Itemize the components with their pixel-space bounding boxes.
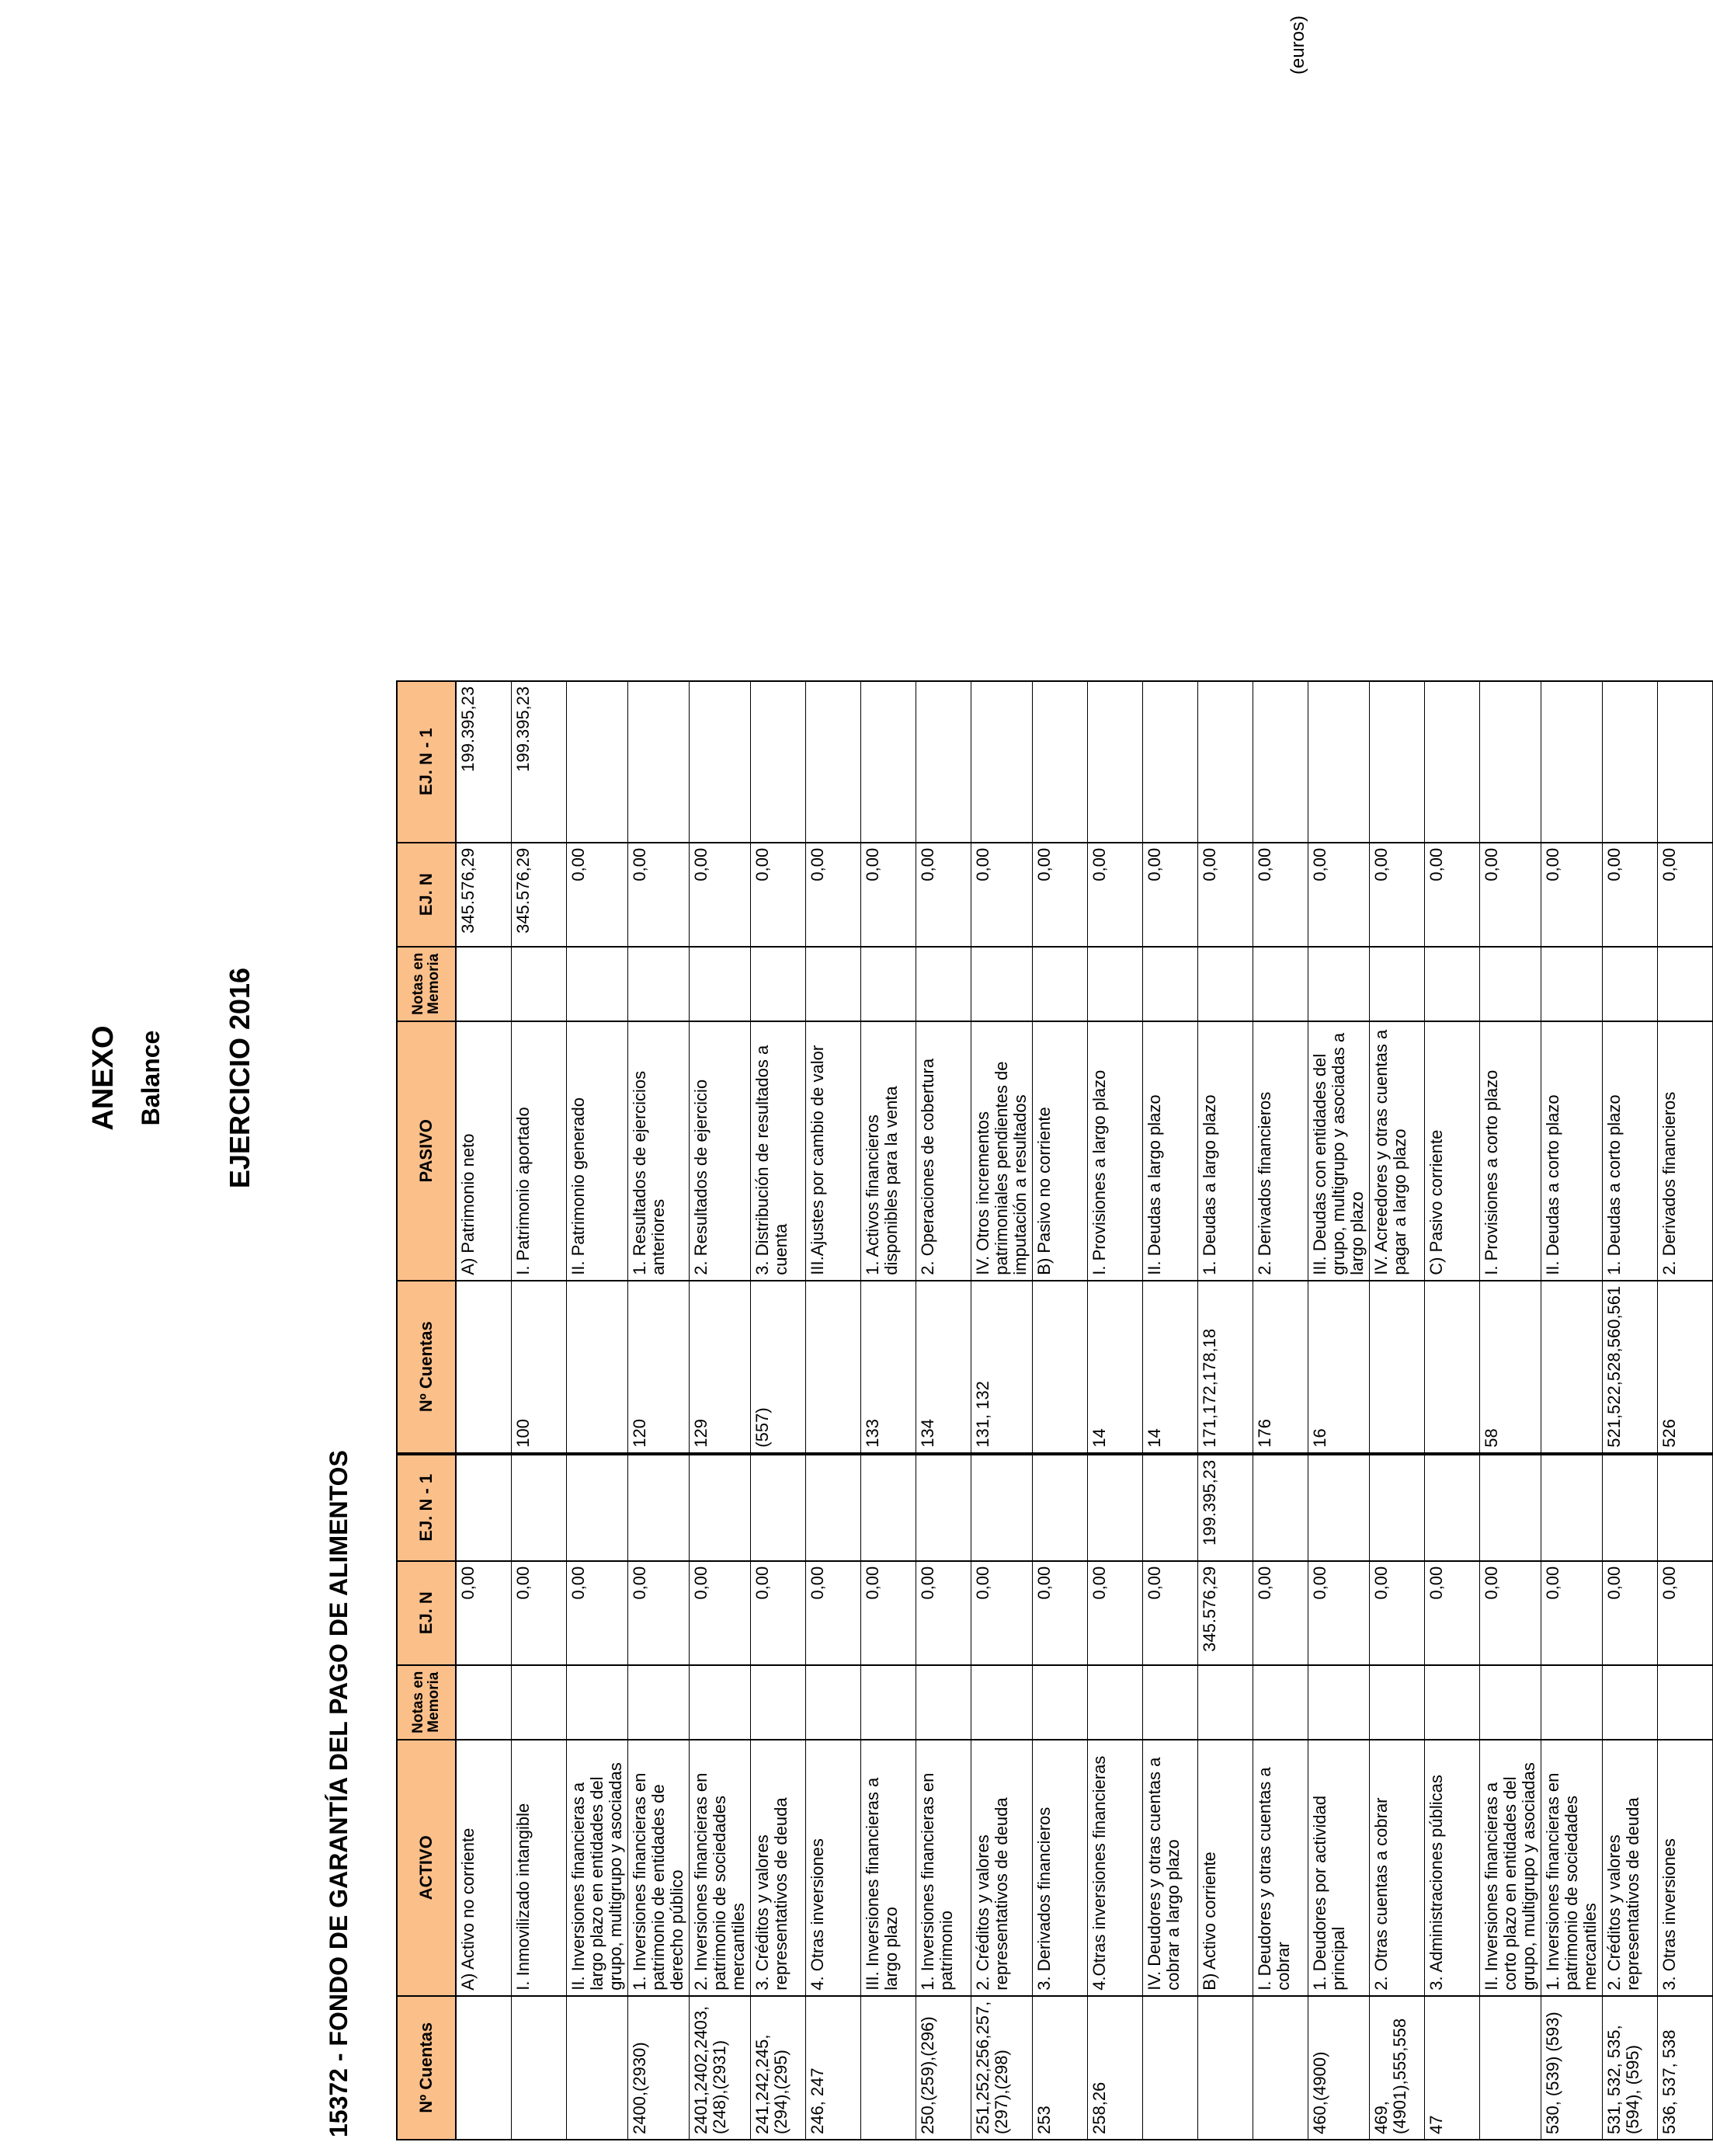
pasivo-ej-n-cell: 0,00 xyxy=(1370,843,1425,947)
pasivo-label-cell: II. Deudas a largo plazo xyxy=(1143,1021,1198,1281)
pasivo-ej-n1-cell: 199.395,23 xyxy=(456,681,512,843)
pasivo-notas-cell xyxy=(1198,947,1253,1021)
table-row xyxy=(512,681,567,2140)
pasivo-label-cell: 1. Deudas a corto plazo xyxy=(1603,1021,1658,1281)
table-row xyxy=(456,681,512,2140)
table-row xyxy=(1603,681,1658,2140)
pasivo-ej-n1-cell xyxy=(1425,681,1480,843)
table-row xyxy=(1425,681,1480,2140)
activo-ej-n1-cell xyxy=(512,1454,567,1561)
pasivo-ej-n1-cell xyxy=(861,681,916,843)
pasivo-ej-n1-cell xyxy=(971,681,1033,843)
activo-cuentas-cell: 2401,2402,2403,(248),(2931) xyxy=(690,1996,751,2140)
activo-ej-n1-cell xyxy=(1603,1454,1658,1561)
header-pasivo: PASIVO xyxy=(397,1021,456,1281)
pasivo-ej-n1-cell xyxy=(1253,681,1308,843)
activo-ej-n-cell: 0,00 xyxy=(1033,1561,1088,1665)
activo-notas-cell xyxy=(1198,1665,1253,1740)
pasivo-cuentas-cell: (557) xyxy=(751,1281,806,1454)
activo-cuentas-cell: 250,(259),(296) xyxy=(916,1996,971,2140)
pasivo-label-cell: 1. Resultados de ejercicios anteriores xyxy=(628,1021,690,1281)
activo-notas-cell xyxy=(1480,1665,1541,1740)
activo-label-cell: I. Deudores y otras cuentas a cobrar xyxy=(1253,1740,1308,1996)
pasivo-ej-n-cell: 0,00 xyxy=(751,843,806,947)
pasivo-label-cell: I. Patrimonio aportado xyxy=(512,1021,567,1281)
pasivo-ej-n1-cell xyxy=(1308,681,1370,843)
activo-ej-n1-cell xyxy=(690,1454,751,1561)
activo-cuentas-cell: 531, 532, 535, (594), (595) xyxy=(1603,1996,1658,2140)
pasivo-notas-cell xyxy=(1603,947,1658,1021)
activo-notas-cell xyxy=(1658,1665,1713,1740)
activo-label-cell: 3. Derivados financieros xyxy=(1033,1740,1088,1996)
pasivo-cuentas-cell: 134 xyxy=(916,1281,971,1454)
pasivo-ej-n-cell: 0,00 xyxy=(628,843,690,947)
pasivo-ej-n-cell: 0,00 xyxy=(1480,843,1541,947)
pasivo-label-cell: 1. Activos financieros disponibles para la venta xyxy=(861,1021,916,1281)
pasivo-label-cell: 2. Resultados de ejercicio xyxy=(690,1021,751,1281)
activo-notas-cell xyxy=(456,1665,512,1740)
activo-notas-cell xyxy=(971,1665,1033,1740)
pasivo-cuentas-cell: 133 xyxy=(861,1281,916,1454)
pasivo-ej-n1-cell xyxy=(916,681,971,843)
pasivo-label-cell: II. Deudas a corto plazo xyxy=(1541,1021,1603,1281)
pasivo-cuentas-cell xyxy=(567,1281,628,1454)
pasivo-ej-n1-cell xyxy=(1088,681,1143,843)
activo-cuentas-cell: 241,242,245,(294),(295) xyxy=(751,1996,806,2140)
activo-ej-n1-cell xyxy=(1253,1454,1308,1561)
activo-ej-n-cell: 0,00 xyxy=(751,1561,806,1665)
pasivo-notas-cell xyxy=(456,947,512,1021)
activo-ej-n1-cell xyxy=(861,1454,916,1561)
pasivo-notas-cell xyxy=(690,947,751,1021)
activo-ej-n1-cell xyxy=(1143,1454,1198,1561)
activo-ej-n-cell: 0,00 xyxy=(512,1561,567,1665)
pasivo-ej-n-cell: 0,00 xyxy=(1308,843,1370,947)
activo-ej-n1-cell xyxy=(806,1454,861,1561)
table-row xyxy=(567,681,628,2140)
header-activo: ACTIVO xyxy=(397,1740,456,1996)
pasivo-notas-cell xyxy=(971,947,1033,1021)
header-pasivo-notas: Notas en Memoria xyxy=(397,947,456,1021)
pasivo-cuentas-cell xyxy=(1370,1281,1425,1454)
pasivo-ej-n1-cell xyxy=(628,681,690,843)
activo-ej-n-cell: 0,00 xyxy=(1088,1561,1143,1665)
table-row xyxy=(806,681,861,2140)
pasivo-ej-n1-cell xyxy=(690,681,751,843)
activo-label-cell: 1. Inversiones financieras en patrimonio de entidades de derecho público xyxy=(628,1740,690,1996)
activo-label-cell: III. Inversiones financieras a largo plazo xyxy=(861,1740,916,1996)
activo-label-cell: I. Inmovilizado intangible xyxy=(512,1740,567,1996)
pasivo-ej-n1-cell xyxy=(1658,681,1713,843)
activo-ej-n1-cell xyxy=(1370,1454,1425,1561)
pasivo-ej-n1-cell xyxy=(1603,681,1658,843)
pasivo-ej-n-cell: 0,00 xyxy=(567,843,628,947)
pasivo-label-cell: IV. Acreedores y otras cuentas a pagar a largo plazo xyxy=(1370,1021,1425,1281)
pasivo-notas-cell xyxy=(1658,947,1713,1021)
activo-label-cell: 2. Otras cuentas a cobrar xyxy=(1370,1740,1425,1996)
pasivo-notas-cell xyxy=(916,947,971,1021)
activo-ej-n-cell: 0,00 xyxy=(861,1561,916,1665)
pasivo-ej-n-cell: 0,00 xyxy=(1198,843,1253,947)
pasivo-ej-n1-cell xyxy=(567,681,628,843)
header-activo-notas: Notas en Memoria xyxy=(397,1665,456,1740)
activo-cuentas-cell xyxy=(1480,1996,1541,2140)
header-pasivo-cuentas: Nº Cuentas xyxy=(397,1281,456,1454)
pasivo-cuentas-cell xyxy=(1033,1281,1088,1454)
table-row xyxy=(1370,681,1425,2140)
header-activo-ej-n: EJ. N xyxy=(397,1561,456,1665)
pasivo-notas-cell xyxy=(1541,947,1603,1021)
pasivo-cuentas-cell: 131, 132 xyxy=(971,1281,1033,1454)
pasivo-ej-n-cell: 0,00 xyxy=(690,843,751,947)
activo-label-cell: 4.Otras inversiones financieras xyxy=(1088,1740,1143,1996)
pasivo-label-cell: I. Provisiones a corto plazo xyxy=(1480,1021,1541,1281)
pasivo-label-cell: 3. Distribución de resultados a cuenta xyxy=(751,1021,806,1281)
pasivo-ej-n-cell: 0,00 xyxy=(806,843,861,947)
entity-name: 15372 - FONDO DE GARANTÍA DEL PAGO DE ALIMENTOS xyxy=(325,1450,353,2137)
activo-notas-cell xyxy=(690,1665,751,1740)
activo-ej-n-cell: 0,00 xyxy=(1370,1561,1425,1665)
table-row xyxy=(628,681,690,2140)
activo-label-cell: IV. Deudores y otras cuentas a cobrar a largo plazo xyxy=(1143,1740,1198,1996)
activo-ej-n1-cell xyxy=(1425,1454,1480,1561)
activo-ej-n1-cell xyxy=(916,1454,971,1561)
activo-notas-cell xyxy=(512,1665,567,1740)
activo-cuentas-cell xyxy=(1198,1996,1253,2140)
pasivo-notas-cell xyxy=(806,947,861,1021)
pasivo-cuentas-cell: 521,522,528,560,561 xyxy=(1603,1281,1658,1454)
pasivo-label-cell: A) Patrimonio neto xyxy=(456,1021,512,1281)
activo-ej-n-cell: 0,00 xyxy=(971,1561,1033,1665)
pasivo-ej-n1-cell xyxy=(1370,681,1425,843)
activo-notas-cell xyxy=(1253,1665,1308,1740)
pasivo-ej-n-cell: 0,00 xyxy=(1603,843,1658,947)
activo-notas-cell xyxy=(1308,1665,1370,1740)
activo-notas-cell xyxy=(861,1665,916,1740)
pasivo-ej-n1-cell xyxy=(751,681,806,843)
table-row xyxy=(1658,681,1713,2140)
activo-cuentas-cell: 258,26 xyxy=(1088,1996,1143,2140)
pasivo-cuentas-cell xyxy=(1425,1281,1480,1454)
pasivo-label-cell: III. Deudas con entidades del grupo, multigrupo y asociadas a largo plazo xyxy=(1308,1021,1370,1281)
activo-ej-n-cell: 0,00 xyxy=(690,1561,751,1665)
activo-notas-cell xyxy=(1425,1665,1480,1740)
pasivo-ej-n-cell: 0,00 xyxy=(1425,843,1480,947)
activo-ej-n1-cell xyxy=(1308,1454,1370,1561)
activo-cuentas-cell xyxy=(1253,1996,1308,2140)
activo-ej-n1-cell xyxy=(1658,1454,1713,1561)
pasivo-notas-cell xyxy=(1370,947,1425,1021)
table-row xyxy=(1541,681,1603,2140)
activo-cuentas-cell: 469,(4901),555,558 xyxy=(1370,1996,1425,2140)
pasivo-cuentas-cell: 129 xyxy=(690,1281,751,1454)
activo-ej-n-cell: 0,00 xyxy=(1541,1561,1603,1665)
header-activo-ej-n1: EJ. N - 1 xyxy=(397,1454,456,1561)
activo-cuentas-cell: 536, 537, 538 xyxy=(1658,1996,1713,2140)
pasivo-label-cell: 2. Derivados financieros xyxy=(1658,1021,1713,1281)
pasivo-notas-cell xyxy=(1308,947,1370,1021)
activo-ej-n1-cell xyxy=(751,1454,806,1561)
activo-notas-cell xyxy=(1088,1665,1143,1740)
table-row xyxy=(1033,681,1088,2140)
activo-cuentas-cell: 246, 247 xyxy=(806,1996,861,2140)
activo-cuentas-cell xyxy=(1143,1996,1198,2140)
activo-notas-cell xyxy=(1603,1665,1658,1740)
pasivo-ej-n1-cell xyxy=(1143,681,1198,843)
pasivo-ej-n-cell: 345.576,29 xyxy=(512,843,567,947)
activo-ej-n-cell: 0,00 xyxy=(456,1561,512,1665)
pasivo-ej-n-cell: 0,00 xyxy=(1658,843,1713,947)
activo-label-cell: II. Inversiones financieras a corto plazo en entidades del grupo, multigrupo y asociadas xyxy=(1480,1740,1541,1996)
pasivo-label-cell: II. Patrimonio generado xyxy=(567,1021,628,1281)
activo-cuentas-cell: 253 xyxy=(1033,1996,1088,2140)
activo-ej-n-cell: 345.576,29 xyxy=(1198,1561,1253,1665)
table-row xyxy=(971,681,1033,2140)
activo-ej-n-cell: 0,00 xyxy=(1143,1561,1198,1665)
activo-label-cell: 1. Deudores por actividad principal xyxy=(1308,1740,1370,1996)
activo-cuentas-cell xyxy=(567,1996,628,2140)
header-activo-cuentas: Nº Cuentas xyxy=(397,1996,456,2140)
header-pasivo-ej-n1: EJ. N - 1 xyxy=(397,681,456,843)
activo-label-cell: 3. Créditos y valores representativos de deuda xyxy=(751,1740,806,1996)
activo-ej-n-cell: 0,00 xyxy=(1658,1561,1713,1665)
pasivo-notas-cell xyxy=(1088,947,1143,1021)
pasivo-notas-cell xyxy=(567,947,628,1021)
pasivo-label-cell: I. Provisiones a largo plazo xyxy=(1088,1021,1143,1281)
pasivo-label-cell: B) Pasivo no corriente xyxy=(1033,1021,1088,1281)
activo-ej-n1-cell xyxy=(567,1454,628,1561)
activo-cuentas-cell: 460,(4900) xyxy=(1308,1996,1370,2140)
activo-cuentas-cell: 251,252,256,257,(297),(298) xyxy=(971,1996,1033,2140)
pasivo-notas-cell xyxy=(1425,947,1480,1021)
activo-label-cell: 1. Inversiones financieras en patrimonio de sociedades mercantiles xyxy=(1541,1740,1603,1996)
activo-cuentas-cell: 2400,(2930) xyxy=(628,1996,690,2140)
activo-cuentas-cell: 47 xyxy=(1425,1996,1480,2140)
pasivo-ej-n1-cell xyxy=(806,681,861,843)
activo-label-cell: A) Activo no corriente xyxy=(456,1740,512,1996)
table-row xyxy=(751,681,806,2140)
activo-notas-cell xyxy=(1370,1665,1425,1740)
pasivo-ej-n-cell: 0,00 xyxy=(1253,843,1308,947)
pasivo-ej-n-cell: 0,00 xyxy=(1143,843,1198,947)
activo-ej-n1-cell xyxy=(1480,1454,1541,1561)
activo-cuentas-cell xyxy=(512,1996,567,2140)
activo-ej-n-cell: 0,00 xyxy=(806,1561,861,1665)
table-row xyxy=(1143,681,1198,2140)
pasivo-cuentas-cell: 526 xyxy=(1658,1281,1713,1454)
header-pasivo-ej-n: EJ. N xyxy=(397,843,456,947)
pasivo-cuentas-cell: 100 xyxy=(512,1281,567,1454)
activo-ej-n1-cell xyxy=(456,1454,512,1561)
table-row xyxy=(690,681,751,2140)
units-label: (euros) xyxy=(1287,15,1308,75)
activo-label-cell: II. Inversiones financieras a largo plazo en entidades del grupo, multigrupo y asociadas xyxy=(567,1740,628,1996)
table-row xyxy=(1198,681,1253,2140)
document-subtitle: Balance xyxy=(137,1030,165,1126)
exercise-year: EJERCICIO 2016 xyxy=(224,967,255,1189)
activo-ej-n1-cell xyxy=(971,1454,1033,1561)
pasivo-ej-n-cell: 0,00 xyxy=(1088,843,1143,947)
pasivo-notas-cell xyxy=(1143,947,1198,1021)
pasivo-notas-cell xyxy=(751,947,806,1021)
table-row xyxy=(1253,681,1308,2140)
activo-notas-cell xyxy=(806,1665,861,1740)
table-row xyxy=(861,681,916,2140)
pasivo-label-cell: IV. Otros incrementos patrimoniales pendientes de imputación a resultados xyxy=(971,1021,1033,1281)
pasivo-cuentas-cell xyxy=(1541,1281,1603,1454)
pasivo-cuentas-cell: 120 xyxy=(628,1281,690,1454)
pasivo-label-cell: C) Pasivo corriente xyxy=(1425,1021,1480,1281)
activo-cuentas-cell xyxy=(456,1996,512,2140)
activo-notas-cell xyxy=(1143,1665,1198,1740)
activo-cuentas-cell xyxy=(861,1996,916,2140)
pasivo-notas-cell xyxy=(512,947,567,1021)
activo-label-cell: 3. Otras inversiones xyxy=(1658,1740,1713,1996)
pasivo-label-cell: 2. Operaciones de cobertura xyxy=(916,1021,971,1281)
activo-ej-n1-cell xyxy=(1033,1454,1088,1561)
activo-ej-n-cell: 0,00 xyxy=(628,1561,690,1665)
pasivo-ej-n-cell: 0,00 xyxy=(1541,843,1603,947)
activo-ej-n1-cell xyxy=(1088,1454,1143,1561)
activo-label-cell: 4. Otras inversiones xyxy=(806,1740,861,1996)
table-row xyxy=(1308,681,1370,2140)
pasivo-cuentas-cell: 176 xyxy=(1253,1281,1308,1454)
activo-ej-n-cell: 0,00 xyxy=(916,1561,971,1665)
pasivo-notas-cell xyxy=(1480,947,1541,1021)
activo-label-cell: 1. Inversiones financieras en patrimonio xyxy=(916,1740,971,1996)
activo-label-cell: 2. Inversiones financieras en patrimonio de sociedades mercantiles xyxy=(690,1740,751,1996)
pasivo-ej-n-cell: 0,00 xyxy=(971,843,1033,947)
activo-label-cell: 2. Créditos y valores representativos de deuda xyxy=(971,1740,1033,1996)
pasivo-notas-cell xyxy=(1253,947,1308,1021)
pasivo-cuentas-cell: 14 xyxy=(1088,1281,1143,1454)
document-title: ANEXO xyxy=(87,1025,120,1131)
pasivo-ej-n1-cell: 199.395,23 xyxy=(512,681,567,843)
activo-notas-cell xyxy=(567,1665,628,1740)
activo-ej-n-cell: 0,00 xyxy=(567,1561,628,1665)
pasivo-notas-cell xyxy=(1033,947,1088,1021)
table-row xyxy=(1480,681,1541,2140)
activo-ej-n-cell: 0,00 xyxy=(1308,1561,1370,1665)
activo-ej-n-cell: 0,00 xyxy=(1603,1561,1658,1665)
activo-notas-cell xyxy=(1033,1665,1088,1740)
activo-ej-n1-cell xyxy=(1541,1454,1603,1561)
activo-ej-n-cell: 0,00 xyxy=(1480,1561,1541,1665)
activo-cuentas-cell: 530, (539) (593) xyxy=(1541,1996,1603,2140)
pasivo-cuentas-cell xyxy=(456,1281,512,1454)
pasivo-label-cell: III.Ajustes por cambio de valor xyxy=(806,1021,861,1281)
activo-label-cell: B) Activo corriente xyxy=(1198,1740,1253,1996)
activo-ej-n1-cell: 199.395,23 xyxy=(1198,1454,1253,1561)
table-row xyxy=(1088,681,1143,2140)
activo-notas-cell xyxy=(1541,1665,1603,1740)
pasivo-notas-cell xyxy=(861,947,916,1021)
table-row xyxy=(916,681,971,2140)
balance-table xyxy=(396,680,1713,2140)
activo-notas-cell xyxy=(751,1665,806,1740)
pasivo-notas-cell xyxy=(628,947,690,1021)
pasivo-cuentas-cell: 14 xyxy=(1143,1281,1198,1454)
pasivo-ej-n1-cell xyxy=(1480,681,1541,843)
pasivo-ej-n-cell: 0,00 xyxy=(861,843,916,947)
pasivo-label-cell: 1. Deudas a largo plazo xyxy=(1198,1021,1253,1281)
pasivo-cuentas-cell: 58 xyxy=(1480,1281,1541,1454)
pasivo-ej-n-cell: 0,00 xyxy=(916,843,971,947)
activo-notas-cell xyxy=(628,1665,690,1740)
activo-ej-n1-cell xyxy=(628,1454,690,1561)
pasivo-ej-n1-cell xyxy=(1541,681,1603,843)
pasivo-cuentas-cell xyxy=(806,1281,861,1454)
pasivo-cuentas-cell: 171,172,178,18 xyxy=(1198,1281,1253,1454)
activo-ej-n-cell: 0,00 xyxy=(1425,1561,1480,1665)
pasivo-ej-n-cell: 0,00 xyxy=(1033,843,1088,947)
activo-label-cell: 2. Créditos y valores representativos de deuda xyxy=(1603,1740,1658,1996)
pasivo-label-cell: 2. Derivados financieros xyxy=(1253,1021,1308,1281)
activo-label-cell: 3. Administraciones públicas xyxy=(1425,1740,1480,1996)
pasivo-cuentas-cell: 16 xyxy=(1308,1281,1370,1454)
activo-notas-cell xyxy=(916,1665,971,1740)
header-row xyxy=(397,681,456,2140)
pasivo-ej-n1-cell xyxy=(1033,681,1088,843)
pasivo-ej-n-cell: 345.576,29 xyxy=(456,843,512,947)
activo-ej-n-cell: 0,00 xyxy=(1253,1561,1308,1665)
pasivo-ej-n1-cell xyxy=(1198,681,1253,843)
